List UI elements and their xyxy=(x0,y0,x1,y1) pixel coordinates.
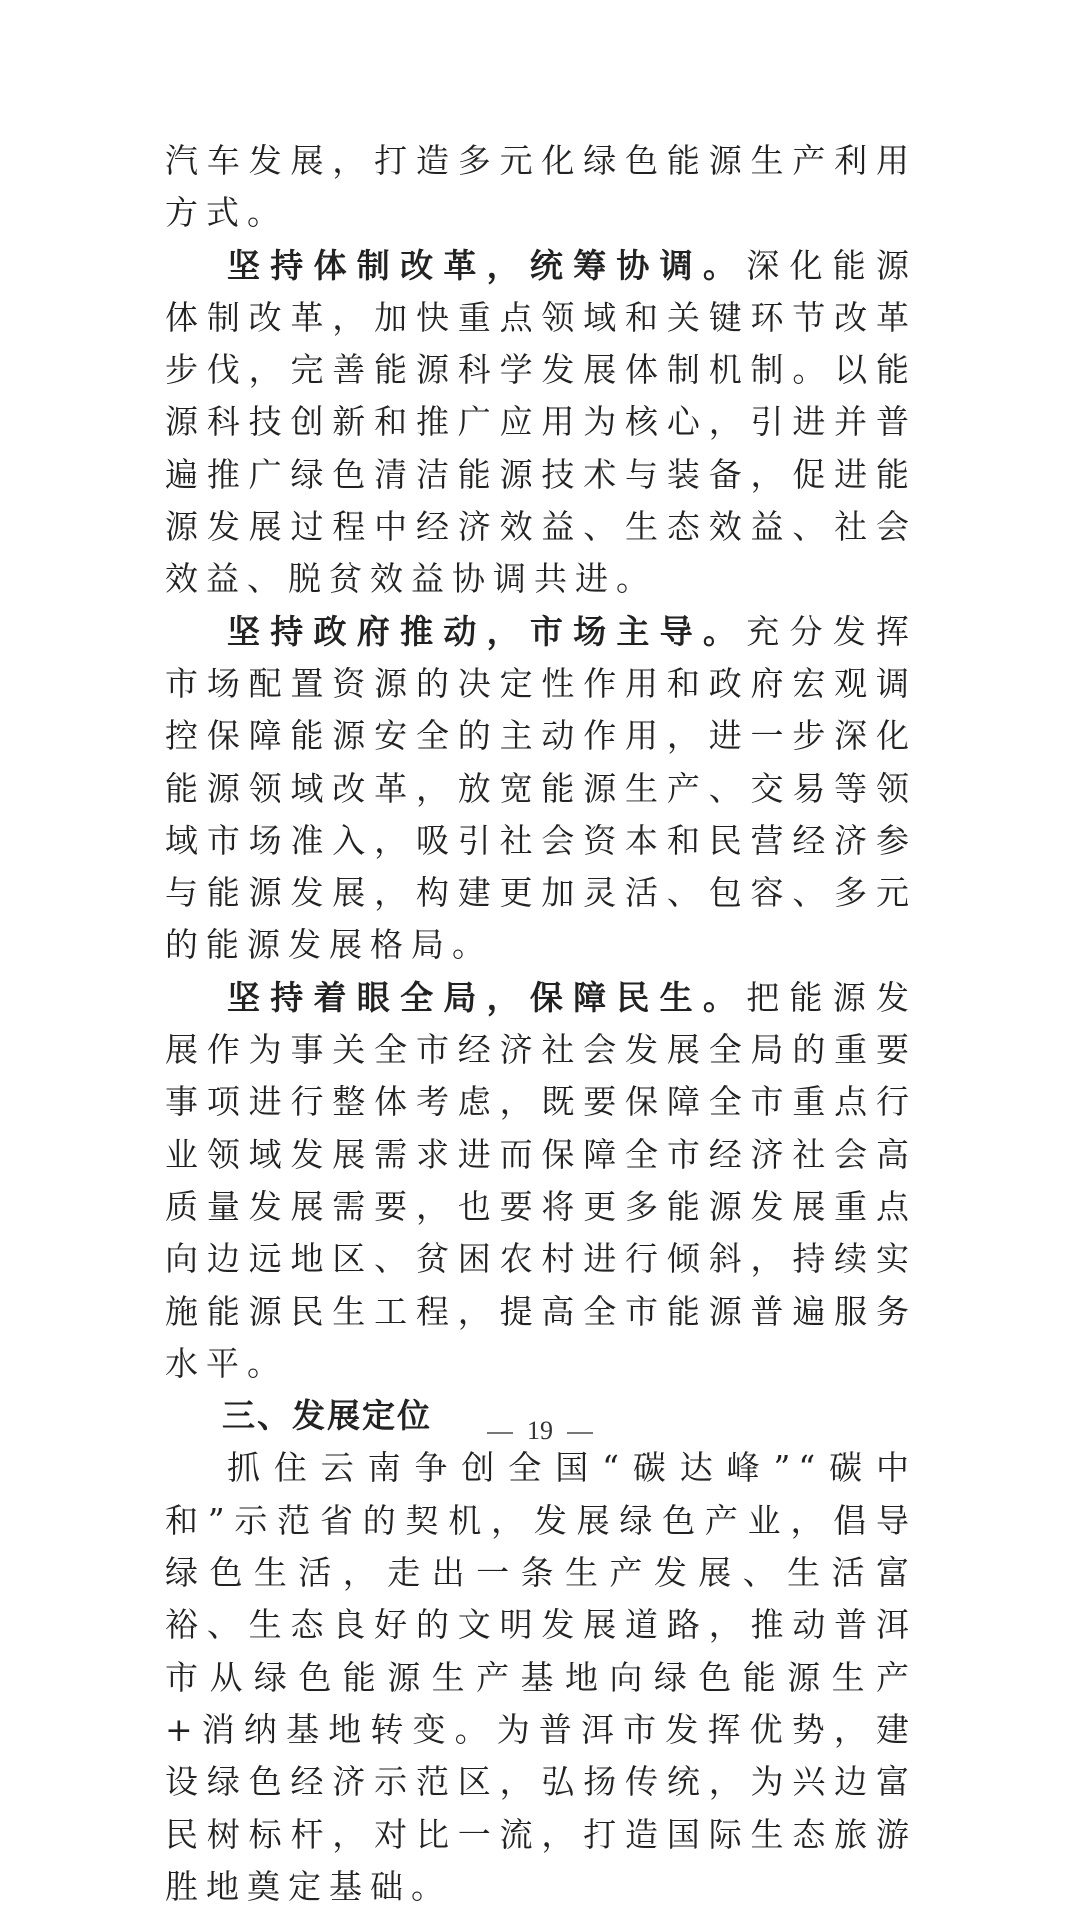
paragraph-overall-livelihood xyxy=(165,972,917,1390)
paragraph-institutional-reform xyxy=(165,240,917,606)
paragraph-lead: 坚持政府推动，市场主导。 xyxy=(227,611,747,651)
paragraph-lead: 坚持着眼全局，保障民生。 xyxy=(227,977,747,1017)
section-heading: 三、发展定位 xyxy=(222,1396,432,1436)
section-paragraph: 抓住云南争创全国“碳达峰”“碳中和”示范省的契机，发展绿色产业，倡导绿色生活，走出一条生产发展、生活富裕、生态良好的文明发展道路，推动普洱市从绿色能源生产基地向绿色能源生产+消纳基地转变。为普洱市发挥优势，建设绿色经济示范区，弘扬传统，为兴边富民树标杆，对比一流，打造国际生态旅游胜地奠定基础。 xyxy=(165,1448,917,1906)
page-footer xyxy=(0,1416,1080,1446)
page-number: 19 xyxy=(527,1416,553,1445)
paragraph-text: 把能源发展作为事关全市经济社会发展全局的重要事项进行整体考虑，既要保障全市重点行业领域发展需求进而保障全市经济社会高质量发展需要，也要将更多能源发展重点向边远地区、贫困农村进行倾斜，持续实施能源民生工程，提高全市能源普遍服务水平。 xyxy=(165,977,918,1383)
dash-right-icon xyxy=(567,1432,593,1434)
paragraph-lead: 坚持体制改革，统筹协调。 xyxy=(227,245,747,285)
paragraph-text: 汽车发展，打造多元化绿色能源生产利用方式。 xyxy=(165,141,917,233)
paragraph-text: 充分发挥市场配置资源的决定性作用和政府宏观调控保障能源安全的主动作用，进一步深化能源领域改革，放宽能源生产、交易等领域市场准入，吸引社会资本和民营经济参与能源发展，构建更加灵活、包容、多元的能源发展格局。 xyxy=(165,611,918,965)
paragraph-government-market xyxy=(165,606,917,972)
document-body xyxy=(165,135,917,1913)
paragraph-text: 深化能源体制改革，加快重点领域和关键环节改革步伐，完善能源科学发展体制机制。以能源科技创新和推广应用为核心，引进并普遍推广绿色清洁能源技术与装备，促进能源发展过程中经济效益、生态效益、社会效益、脱贫效益协调共进。 xyxy=(165,245,918,599)
dash-left-icon xyxy=(487,1432,513,1434)
paragraph-continuation xyxy=(165,135,917,240)
